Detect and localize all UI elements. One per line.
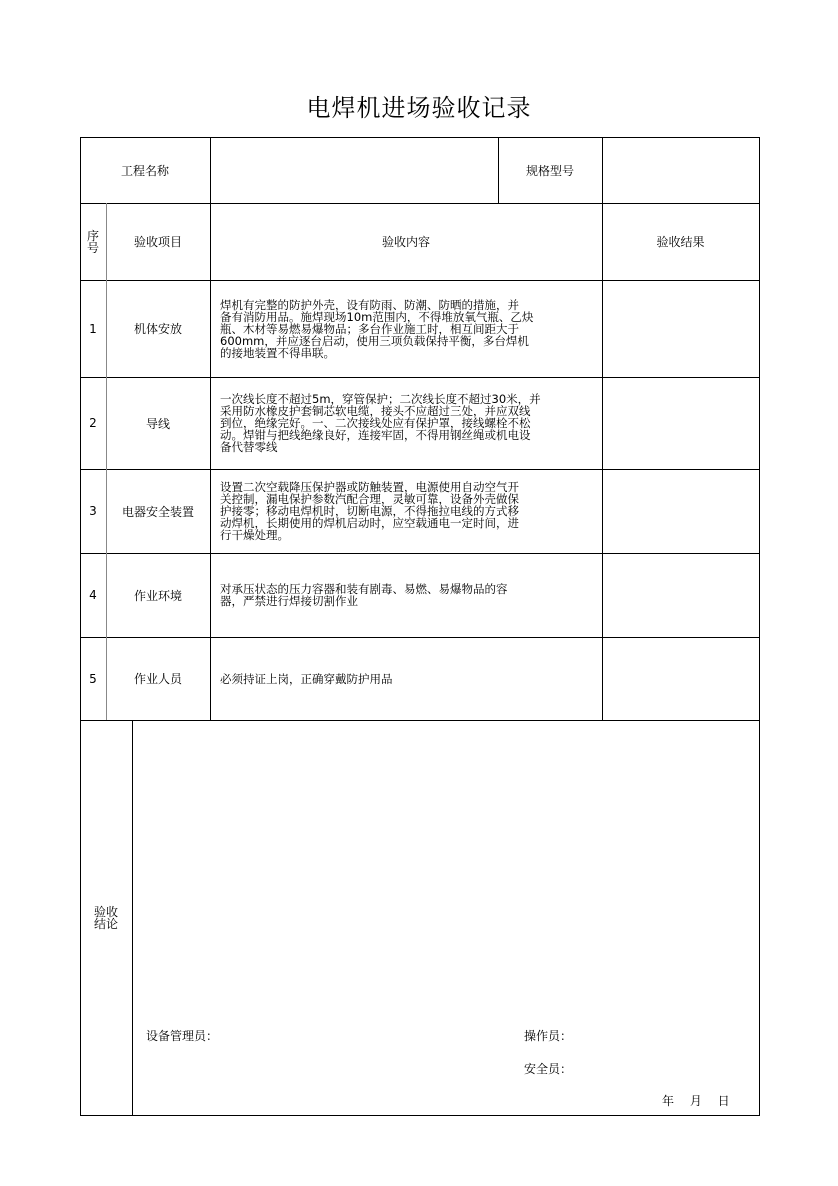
row-index: 1 xyxy=(89,321,97,336)
grid-line xyxy=(80,637,760,638)
row-result[interactable] xyxy=(602,377,759,469)
column-header-item: 验收项目 xyxy=(133,235,182,249)
row-result[interactable] xyxy=(602,553,759,637)
grid-line xyxy=(80,203,760,204)
model-label: 规格型号 xyxy=(525,163,574,178)
safety-officer-label: 安全员： xyxy=(524,1062,573,1076)
row-content: 一次线长度不超过5m，穿管保护；二次线长度不超过30米，并 采用防水橡皮护套铜芯软电缆，接头不应超过三处，并应双线 到位，绝缘完好。一、二次接线处应有保护罩，接线螺栓不松 动。焊钳与把线绝缘良好，连接牢固，不得用钢丝绳或机电设 备代替零线 xyxy=(220,392,541,454)
date-label: 年 月 日 xyxy=(662,1094,730,1108)
grid-line xyxy=(759,137,760,1115)
grid-line xyxy=(80,137,760,138)
project-name-value[interactable] xyxy=(210,137,498,203)
grid-line xyxy=(80,553,760,554)
row-content: 对承压状态的压力容器和装有剧毒、易燃、易爆物品的容 器，严禁进行焊接切割作业 xyxy=(220,582,508,608)
row-index: 2 xyxy=(89,416,97,430)
page-title: 电焊机进场验收记录 xyxy=(306,94,532,122)
column-header-index: 序号 xyxy=(87,228,100,255)
row-content: 设置二次空载降压保护器或防触装置，电源使用自动空气开 关控制，漏电保护参数汽配合理，灵敏可靠，设备外壳做保 护接零；移动电焊机时，切断电源，不得拖拉电线的方式移 动焊机，长期使用的焊机启动时，应空载通电一定时间，进 行干燥处理。 xyxy=(220,480,519,542)
row-content: 必须持证上岗，正确穿戴防护用品 xyxy=(220,671,393,686)
grid-line xyxy=(80,377,760,378)
row-index: 5 xyxy=(89,671,97,686)
row-item: 电器安全装置 xyxy=(121,504,194,519)
row-result[interactable] xyxy=(602,637,759,720)
grid-line xyxy=(210,137,211,720)
equipment-manager-label: 设备管理员： xyxy=(146,1029,219,1043)
grid-line xyxy=(80,720,760,721)
column-header-result: 验收结果 xyxy=(656,235,705,249)
grid-line xyxy=(498,137,499,203)
row-result[interactable] xyxy=(602,469,759,553)
row-result[interactable] xyxy=(602,280,759,377)
grid-line xyxy=(602,137,603,720)
row-item: 机体安放 xyxy=(133,322,182,336)
row-item: 导线 xyxy=(145,416,170,431)
operator-label: 操作员： xyxy=(524,1029,573,1043)
grid-line xyxy=(132,720,133,1115)
row-item: 作业环境 xyxy=(133,588,182,603)
column-header-content: 验收内容 xyxy=(381,235,430,249)
grid-line xyxy=(80,1115,760,1116)
conclusion-label: 验收结论 xyxy=(93,904,118,931)
grid-line xyxy=(106,203,107,720)
grid-line xyxy=(80,137,81,1115)
row-content: 焊机有完整的防护外壳，设有防雨、防潮、防晒的措施，并 备有消防用品。施焊现场10m范围内，不得堆放氧气瓶、乙炔 瓶、木材等易燃易爆物品；多台作业施工时，相互间距大于 600mm，并应逐台启动，使用三项负载保持平衡，多台焊机 的接地装置不得串联。 xyxy=(220,297,534,360)
row-index: 3 xyxy=(89,504,97,518)
row-item: 作业人员 xyxy=(133,672,182,686)
conclusion-area[interactable] xyxy=(132,720,759,1115)
model-value[interactable] xyxy=(602,137,759,203)
row-index: 4 xyxy=(89,588,97,602)
grid-line xyxy=(80,469,760,470)
project-name-label: 工程名称 xyxy=(120,163,169,178)
grid-line xyxy=(80,280,760,281)
